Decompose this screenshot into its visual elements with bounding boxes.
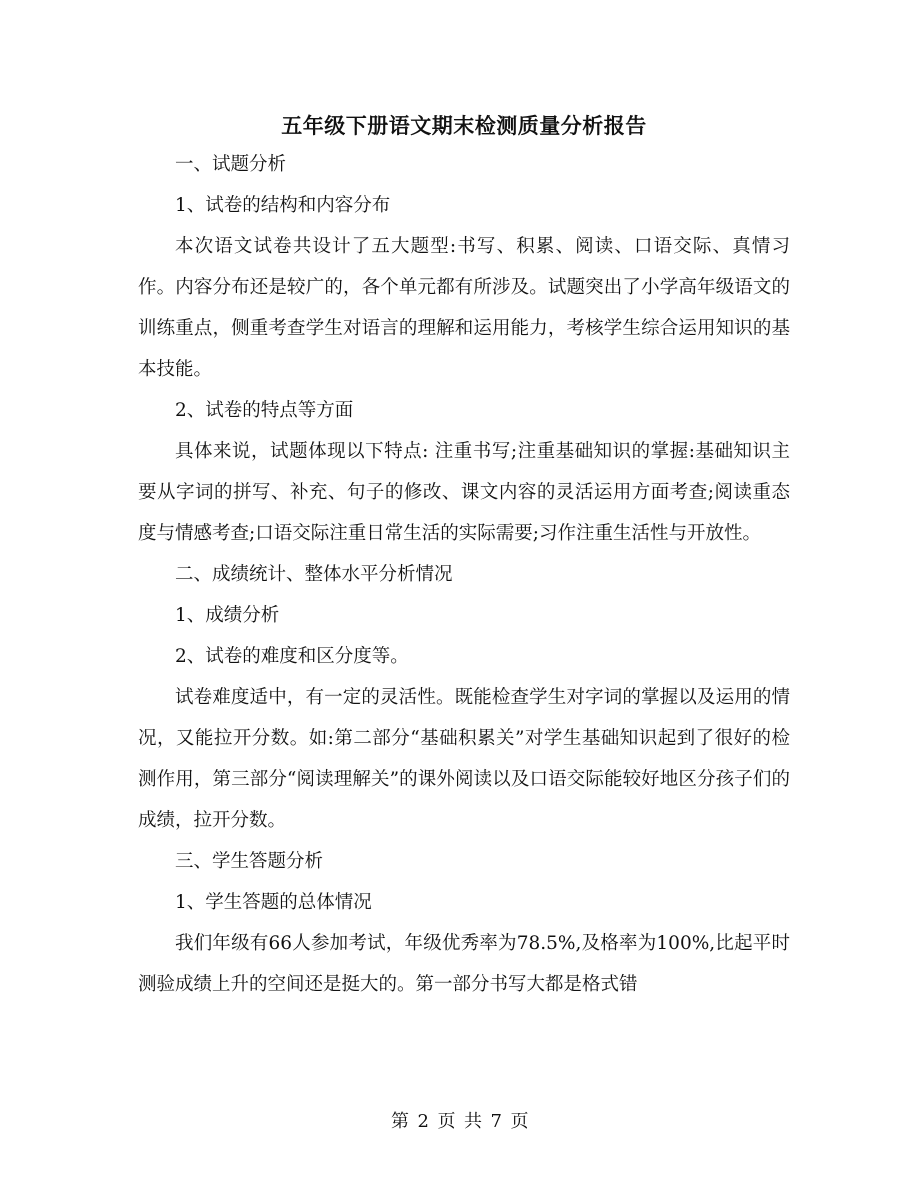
- document-body: [138, 110, 790, 1005]
- paragraph-structure: 本次语文试卷共设计了五大题型:书写、积累、阅读、口语交际、真情习作。内容分布还是较广的，各个单元都有所涉及。试题突出了小学高年级语文的训练重点，侧重考查学生对语言的理解和运用能力，考核学生综合运用知识的基本技能。: [138, 236, 790, 380]
- subheading-score-analysis: 1、成绩分析: [175, 605, 280, 626]
- paragraph-difficulty: 试卷难度适中，有一定的灵活性。既能检查学生对字词的掌握以及运用的情况，又能拉开分数。如:第二部分“基础积累关”对学生基础知识起到了很好的检测作用，第三部分“阅读理解关”的课外阅读以及口语交际能较好地区分孩子们的成绩，拉开分数。: [138, 687, 790, 831]
- section-heading-answers: 三、学生答题分析: [175, 851, 324, 872]
- page-footer: [0, 1108, 920, 1136]
- paragraph-features: 具体来说，试题体现以下特点: 注重书写;注重基础知识的掌握:基础知识主要从字词的拼写、补充、句子的修改、课文内容的灵活运用方面考查;阅读重态度与情感考查;口语交际注重日常生活的实际需要;习作注重生活性与开放性。: [138, 441, 790, 544]
- footer-page-word: 页: [437, 1111, 456, 1132]
- section-heading-test-analysis: 一、试题分析: [175, 154, 287, 175]
- subheading-difficulty: 2、试卷的难度和区分度等。: [175, 646, 409, 667]
- subheading-structure: 1、试卷的结构和内容分布: [175, 195, 391, 216]
- document-title: 五年级下册语文期末检测质量分析报告: [281, 113, 647, 138]
- footer-prefix: 第: [391, 1111, 410, 1132]
- footer-suffix: 页: [510, 1111, 529, 1132]
- footer-current-page: 2: [417, 1111, 430, 1132]
- footer-total-pages: 7: [490, 1111, 503, 1132]
- paragraph-overall: 我们年级有66人参加考试，年级优秀率为78.5%,及格率为100%,比起平时测验成绩上升的空间还是挺大的。第一部分书写大都是格式错: [138, 933, 790, 995]
- subheading-overall: 1、学生答题的总体情况: [175, 892, 372, 913]
- subheading-features: 2、试卷的特点等方面: [175, 400, 354, 421]
- footer-total-word: 共: [464, 1111, 483, 1132]
- section-heading-scores: 二、成绩统计、整体水平分析情况: [175, 564, 453, 585]
